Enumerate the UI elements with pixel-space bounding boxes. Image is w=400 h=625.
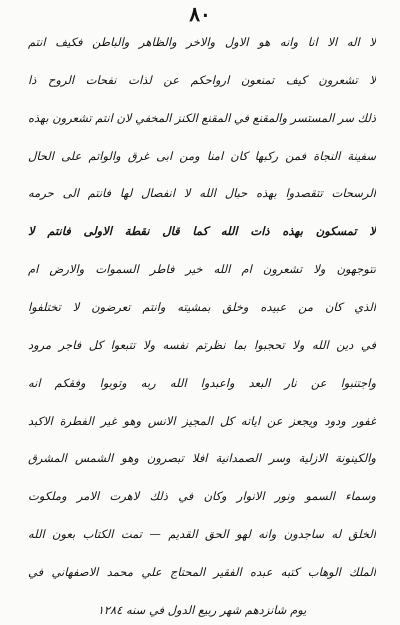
text-line-4: سفينة النجاة فمن ركبها كان امنا ومن ابى غرق والواتم على الحال [28,148,376,163]
text-line-2: لا تشعرون كيف تمنعون ارواحكم عن لذات نفحات الروح ذا [28,72,376,87]
text-line-10: واجتنبوا عن نار البعد واعبدوا الله ربه وتوبوا وفقكم انه [28,375,376,390]
text-line-11: غفور ودود ويجعز عن اياته كل المجيز الانس وهو غير الفطرة الاكبد [28,413,376,428]
text-line-5: الرسحات تتقصدوا بهذه حبال الله لا انفصال لها فانتم الى حرمه [28,186,376,201]
text-line-15: الملك الوهاب كتبه عبده الفقير المحتاج علي محمد الاصفهاني في [28,565,376,580]
text-line-8: الذي كان من عبيده وخلق بمشيته وانتم تعرضون لا تختلفوا [28,300,376,315]
text-line-1: لا اله الا انا وانه هو الاول والاخر والظاهر والباطن فكيف انتم [28,35,376,49]
text-line-9: في دين الله ولا تحجبوا بما نظرتم نفسه ولا تتبعوا كل فاجر مرود [28,337,376,352]
manuscript-text-block [28,30,376,622]
text-line-14: الخلق له ساجدون وانه لهو الحق القديم — تمت الكتاب بعون الله [28,527,376,542]
text-line-6: لا تمسكون بهذه ذات الله كما قال نقطة الاولى فانتم لا [28,224,376,239]
text-line-7: تتوجهون ولا تشعرون ام الله خير فاطر السموات والارض ام [28,262,376,277]
text-line-16: يوم شانزدهم شهر ربيع الدول في سنه ١٢٨٤ [97,602,307,617]
text-line-13: وسماء السمو ونور الانوار وكان في ذلك لاهرت الامر وملكوت [28,489,376,504]
page-number: ٨٠ [189,2,211,26]
text-line-3: ذلك سر المستسر والمقنع في المقنع الكنز المخفي لان انتم تشعرون بهذه [28,110,376,125]
text-line-12: والكينونة الازلية وسر الصمدانية افلا تبصرون وهو الشمس المشرق [28,451,376,466]
